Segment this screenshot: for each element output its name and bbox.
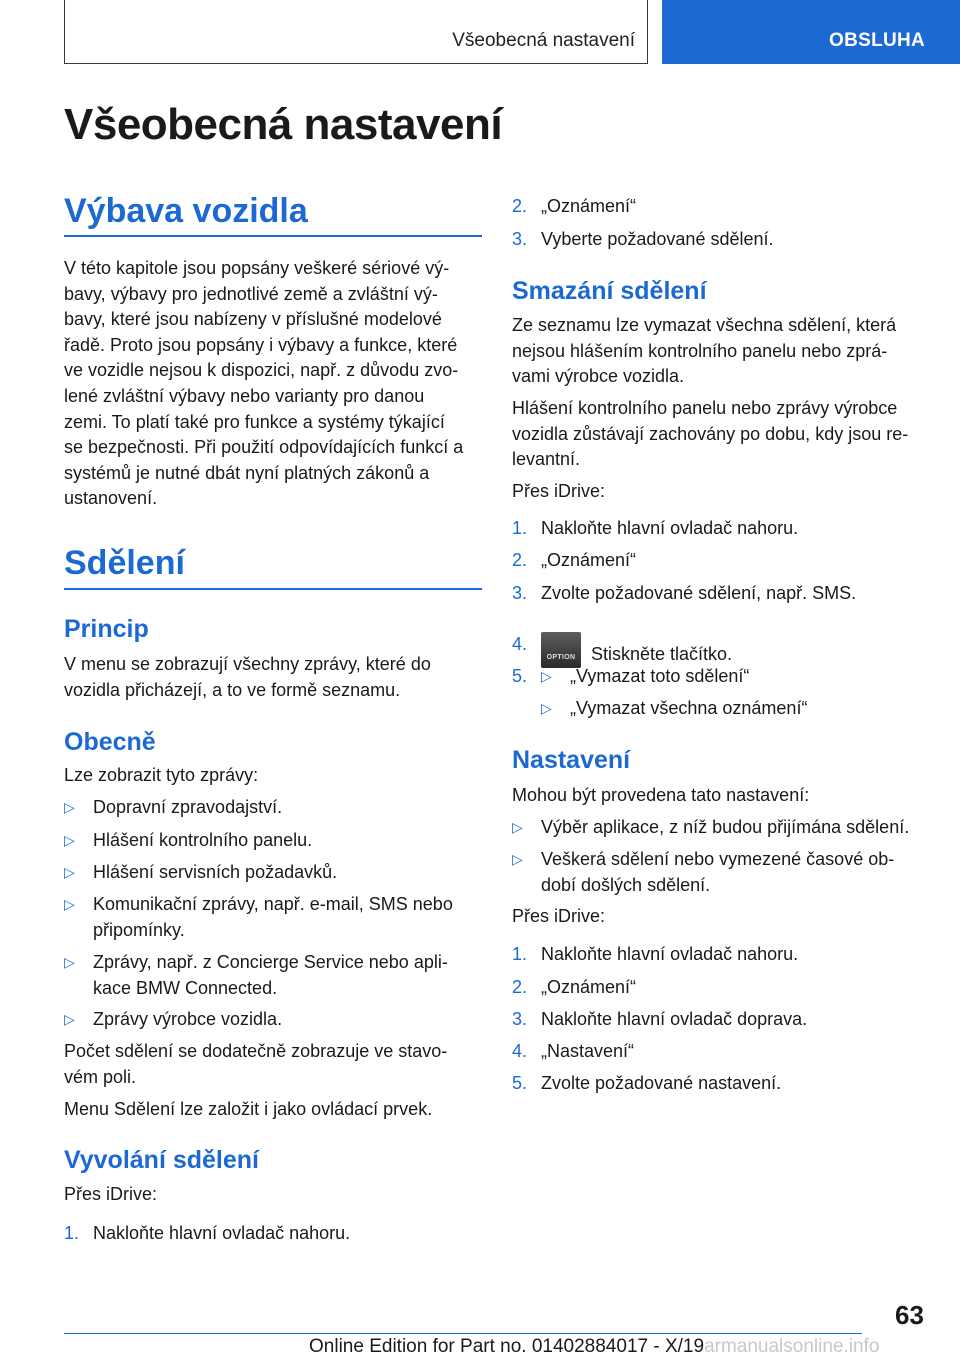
equipment-heading: Výbava vozidla bbox=[64, 192, 308, 230]
list-item: ▷ Hlášení kontrolního panelu. bbox=[64, 828, 482, 854]
text-line: řadě. Proto jsou popsány i výbavy a funkce, které bbox=[64, 334, 458, 355]
step-number: 1. bbox=[512, 518, 528, 538]
triangle-bullet-icon: ▷ bbox=[541, 668, 552, 684]
messages-heading: Sdělení bbox=[64, 544, 185, 582]
text-line: Počet sdělení se dodatečně zobrazuje ve stavo- bbox=[64, 1041, 448, 1061]
header-chapter-tab-label: OBSLUHA bbox=[829, 30, 926, 51]
text-line: zemi. To platí také pro funkce a systémy týkající bbox=[64, 411, 445, 432]
sub-list-item: ▷ „Vymazat toto sdělení“ bbox=[541, 664, 928, 690]
option-button-icon[interactable] bbox=[541, 632, 581, 668]
text-line: systémů je nutné dbát nyní platných zákonů a bbox=[64, 462, 430, 483]
step-item: 2. „Oznámení“ bbox=[512, 975, 928, 1001]
general-intro: Lze zobrazit tyto zprávy: bbox=[64, 765, 259, 785]
edition-text: Online Edition for Part no. 01402884017 - X/19 bbox=[309, 1336, 705, 1357]
step-item: 1. Nakloňte hlavní ovladač nahoru. bbox=[512, 516, 928, 542]
list-item: ▷ Komunikační zprávy, např. e-mail, SMS nebo připomínky. bbox=[64, 894, 453, 940]
open-messages-intro: Přes iDrive: bbox=[64, 1184, 158, 1204]
triangle-bullet-icon: ▷ bbox=[64, 896, 75, 912]
step-item: 1. Nakloňte hlavní ovladač nahoru. bbox=[64, 1221, 482, 1247]
text-line: ustanovení. bbox=[64, 488, 158, 509]
settings-heading: Nastavení bbox=[512, 746, 631, 774]
open-messages-heading: Vyvolání sdělení bbox=[64, 1146, 259, 1174]
settings-intro-2: Přes iDrive: bbox=[512, 906, 606, 926]
text-line: vozidla zůstávají zachovány po dobu, kdy jsou re- bbox=[512, 423, 909, 444]
page-title: Všeobecná nastavení bbox=[64, 100, 503, 149]
list-item: ▷ Zprávy výrobce vozidla. bbox=[64, 1007, 482, 1033]
step-number: 1. bbox=[512, 944, 528, 964]
option-button-label: OPTION bbox=[546, 654, 576, 661]
list-item: ▷ Hlášení servisních požadavků. bbox=[64, 860, 482, 886]
triangle-bullet-icon: ▷ bbox=[512, 819, 523, 835]
sub-list-item: ▷ „Vymazat všechna oznámení“ bbox=[541, 696, 928, 722]
text-line: bavy, které jsou nabízeny v příslušné modelové bbox=[64, 309, 442, 330]
delete-paragraph-2 bbox=[512, 396, 928, 473]
equipment-rule bbox=[64, 235, 482, 237]
step-number: 3. bbox=[512, 1009, 528, 1029]
text-line: levantní. bbox=[512, 449, 581, 470]
step-number: 3. bbox=[512, 583, 528, 603]
text-line: Hlášení kontrolního panelu nebo zprávy výrobce bbox=[512, 398, 898, 418]
header-chapter-tab[interactable] bbox=[662, 0, 960, 64]
text-line: vami výrobce vozidla. bbox=[512, 366, 685, 387]
menu-paragraph: Menu Sdělení lze založit i jako ovládací prvek. bbox=[64, 1099, 433, 1119]
triangle-bullet-icon: ▷ bbox=[64, 1011, 75, 1027]
general-heading: Obecně bbox=[64, 728, 156, 756]
footer-rule bbox=[64, 1333, 862, 1334]
text-line: Ze seznamu lze vymazat všechna sdělení, která bbox=[512, 315, 897, 335]
watermark-text: armanualsonline.info bbox=[704, 1336, 880, 1357]
delete-paragraph-1 bbox=[512, 313, 928, 390]
header-section-title: Všeobecná nastavení bbox=[452, 30, 635, 51]
text-line: lené zvláštní výbavy nebo varianty pro danou bbox=[64, 385, 425, 406]
text-line: vém poli. bbox=[64, 1066, 137, 1087]
count-paragraph bbox=[64, 1039, 482, 1090]
triangle-bullet-icon: ▷ bbox=[64, 832, 75, 848]
triangle-bullet-icon: ▷ bbox=[512, 851, 523, 867]
equipment-paragraph bbox=[64, 256, 482, 512]
step-item: 3. Nakloňte hlavní ovladač doprava. bbox=[512, 1007, 928, 1033]
step-number: 4. bbox=[512, 1041, 528, 1061]
step-item: 4. „Nastavení“ bbox=[512, 1039, 928, 1065]
step-number: 4. bbox=[512, 634, 528, 654]
step-number: 2. bbox=[512, 550, 528, 570]
list-item: ▷ Výběr aplikace, z níž budou přijímána sdělení. bbox=[512, 815, 928, 841]
list-item: ▷ Zprávy, např. z Concierge Service nebo apli- kace BMW Connected. bbox=[64, 952, 448, 998]
page-number: 63 bbox=[895, 1300, 924, 1330]
principle-paragraph bbox=[64, 652, 482, 703]
step-item: 3. Zvolte požadované sdělení, např. SMS. bbox=[512, 581, 928, 607]
delete-intro: Přes iDrive: bbox=[512, 481, 606, 501]
step-item: 5. Zvolte požadované nastavení. bbox=[512, 1071, 928, 1097]
messages-rule bbox=[64, 588, 482, 590]
text-line: vozidla přicházejí, a to ve formě seznamu. bbox=[64, 679, 401, 700]
triangle-bullet-icon: ▷ bbox=[64, 799, 75, 815]
text-line: se bezpečnosti. Při použití odpovídajících funkcí a bbox=[64, 437, 464, 458]
step-number: 1. bbox=[64, 1223, 80, 1243]
step-number: 2. bbox=[512, 196, 528, 216]
footer-edition bbox=[309, 1336, 879, 1358]
delete-heading: Smazání sdělení bbox=[512, 277, 707, 305]
step-number: 5. bbox=[512, 1073, 528, 1093]
step-item: 3. Vyberte požadované sdělení. bbox=[512, 227, 928, 253]
triangle-bullet-icon: ▷ bbox=[64, 864, 75, 880]
step-item: 2. „Oznámení“ bbox=[512, 548, 928, 574]
triangle-bullet-icon: ▷ bbox=[64, 954, 75, 970]
step-number: 3. bbox=[512, 229, 528, 249]
text-line: V této kapitole jsou popsány veškeré sériové vý- bbox=[64, 258, 450, 278]
header-section-box bbox=[64, 0, 648, 64]
step-number: 5. bbox=[512, 666, 528, 686]
settings-intro: Mohou být provedena tato nastavení: bbox=[512, 785, 810, 805]
step-item: 4. OPTION Stiskněte tlačítko. bbox=[512, 632, 928, 668]
step-item: 1. Nakloňte hlavní ovladač nahoru. bbox=[512, 942, 928, 968]
triangle-bullet-icon: ▷ bbox=[541, 700, 552, 716]
text-line: V menu se zobrazují všechny zprávy, které do bbox=[64, 654, 431, 674]
step-number: 2. bbox=[512, 977, 528, 997]
list-item: ▷ Veškerá sdělení nebo vymezené časové ob- dobí došlých sdělení. bbox=[512, 849, 895, 895]
step-item: 2. „Oznámení“ bbox=[512, 194, 928, 220]
text-line: ve vozidle nejsou k dispozici, např. z důvodu zvo- bbox=[64, 360, 459, 381]
text-line: bavy, výbavy pro jednotlivé země a zvláštní vý- bbox=[64, 283, 438, 304]
principle-heading: Princip bbox=[64, 615, 149, 643]
list-item: ▷ Dopravní zpravodajství. bbox=[64, 795, 482, 821]
text-line: nejsou hlášením kontrolního panelu nebo zprá- bbox=[512, 340, 888, 361]
